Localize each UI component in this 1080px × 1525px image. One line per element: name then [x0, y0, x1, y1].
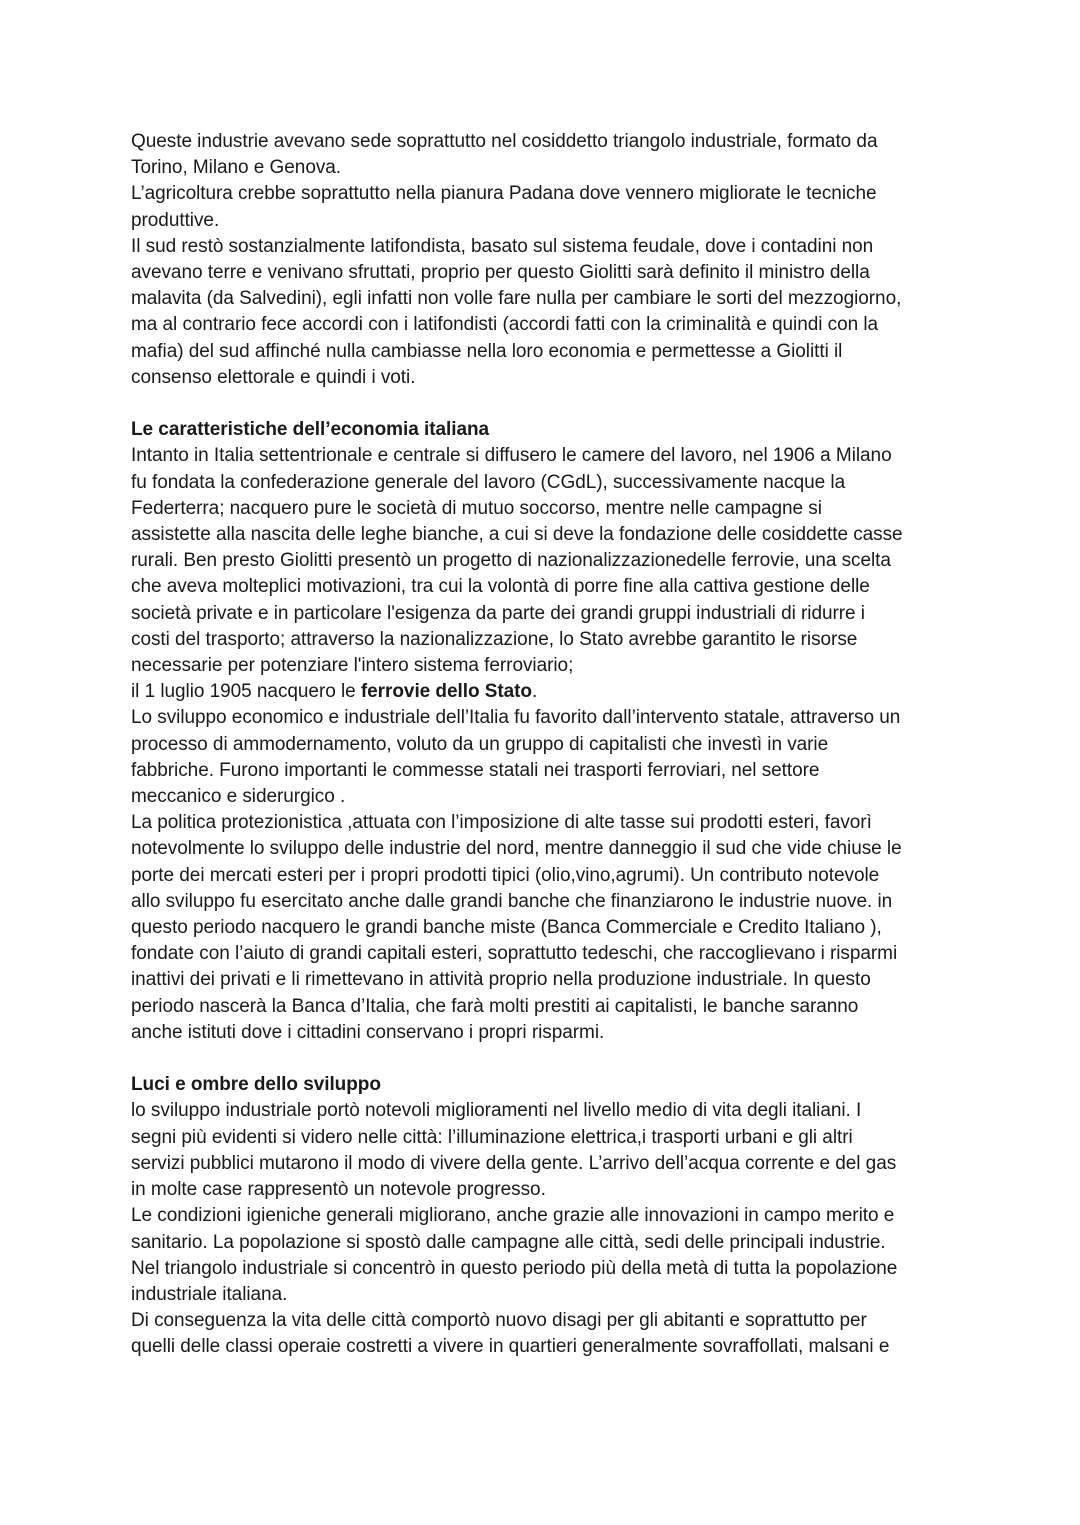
- ferrovie-bold: ferrovie dello Stato: [360, 681, 532, 703]
- text-line: Queste industrie avevano sede soprattutto nel cosiddetto triangolo industriale, formato da: [131, 131, 878, 152]
- text-line: Torino, Milano e Genova.: [131, 157, 342, 179]
- ferrovie-line: [131, 679, 961, 705]
- text-line: notevolmente lo sviluppo delle industrie del nord, mentre danneggio il sud che vide chiuse le: [131, 838, 902, 860]
- text-line: Federterra; nacquero pure le società di mutuo soccorso, mentre nelle campagne si: [131, 497, 822, 519]
- paragraph-spacer: [131, 391, 961, 417]
- text-line: anche istituti dove i cittadini conservano i propri risparmi.: [131, 1021, 605, 1043]
- text-line: assistette alla nascita delle leghe bianche, a cui si deve la fondazione delle cosiddette casse: [131, 524, 903, 546]
- text-line: avevano terre e venivano sfruttati, proprio per questo Giolitti sarà definito il ministro della: [131, 262, 870, 284]
- text-line: Lo sviluppo economico e industriale dell’Italia fu favorito dall’intervento statale, attraverso un: [131, 707, 901, 729]
- text-line: La politica protezionistica ,attuata con l’imposizione di alte tasse sui prodotti esteri, favorì: [131, 812, 872, 834]
- text-line: porte dei mercati esteri per i propri prodotti tipici (olio,vino,agrumi). Un contributo notevole: [131, 864, 880, 886]
- text-line: necessarie per potenziare l'intero sistema ferroviario;: [131, 655, 574, 677]
- text-line: in molte case rappresentò un notevole progresso.: [131, 1179, 546, 1201]
- section-sviluppo: [131, 1072, 961, 1360]
- text-line: servizi pubblici mutarono il modo di vivere della gente. L’arrivo dell’acqua corrente e del gas: [131, 1152, 897, 1174]
- text-line: Intanto in Italia settentrionale e centrale si diffusero le camere del lavoro, nel 1906 a Milano: [131, 445, 892, 467]
- section-economia: [131, 417, 961, 1046]
- text-line: Le condizioni igieniche generali migliorano, anche grazie alle innovazioni in campo merito e: [131, 1205, 895, 1227]
- section-heading: Luci e ombre dello sviluppo: [131, 1074, 381, 1096]
- text-line: Di conseguenza la vita delle città comportò nuovo disagi per gli abitanti e soprattutto per: [131, 1310, 867, 1332]
- text-line: fu fondata la confederazione generale del lavoro (CGdL), successivamente nacque la: [131, 471, 846, 493]
- text-line: fabbriche. Furono importanti le commesse statali nei trasporti ferroviari, nel settore: [131, 759, 820, 781]
- text-line: società private e in particolare l'esigenza da parte dei grandi gruppi industriali di ridurre i: [131, 602, 865, 624]
- text-line: lo sviluppo industriale portò notevoli miglioramenti nel livello medio di vita degli italiani. I: [131, 1100, 862, 1122]
- text-line: che aveva molteplici motivazioni, tra cui la volontà di porre fine alla cattiva gestione delle: [131, 576, 870, 598]
- ferrovie-suffix: .: [532, 681, 538, 703]
- text-line: L’agricoltura crebbe soprattutto nella pianura Padana dove vennero migliorate le tecniche: [131, 183, 877, 205]
- text-line: consenso elettorale e quindi i voti.: [131, 366, 416, 388]
- text-line: segni più evidenti si videro nelle città: l’illuminazione elettrica,i trasporti urbani e gli altri: [131, 1126, 853, 1148]
- text-line: processo di ammodernamento, voluto da un gruppo di capitalisti che investì in varie: [131, 733, 829, 755]
- text-line: allo sviluppo fu esercitato anche dalle grandi banche che finanziarono le industrie nuove. in: [131, 890, 893, 912]
- text-line: rurali. Ben presto Giolitti presentò un progetto di nazionalizzazionedelle ferrovie, una scelta: [131, 550, 891, 572]
- text-line: questo periodo nacquero le grandi banche miste (Banca Commerciale e Credito Italiano ),: [131, 917, 882, 939]
- text-line: meccanico e siderurgico .: [131, 786, 346, 808]
- text-line: malavita (da Salvedini), egli infatti non volle fare nulla per cambiare le sorti del mezzogiorno,: [131, 288, 902, 310]
- text-line: fondate con l’aiuto di grandi capitali esteri, soprattutto tedeschi, che raccoglievano i risparmi: [131, 943, 898, 965]
- text-line: ma al contrario fece accordi con i latifondisti (accordi fatti con la criminalità e quindi con la: [131, 314, 879, 336]
- paragraph-spacer: [131, 1046, 961, 1072]
- text-line: quelli delle classi operaie costretti a vivere in quartieri generalmente sovraffollati, malsani e: [131, 1336, 890, 1358]
- text-line: Nel triangolo industriale si concentrò in questo periodo più della metà di tutta la popolazione: [131, 1257, 898, 1279]
- text-line: mafia) del sud affinché nulla cambiasse nella loro economia e permettesse a Giolitti il: [131, 340, 843, 362]
- text-line: industriale italiana.: [131, 1283, 288, 1305]
- text-line: periodo nascerà la Banca d’Italia, che farà molti prestiti ai capitalisti, le banche saranno: [131, 995, 859, 1017]
- document-page: [131, 129, 961, 1361]
- section-intro: [131, 129, 961, 391]
- section-heading: Le caratteristiche dell’economia italiana: [131, 419, 490, 441]
- ferrovie-prefix: il 1 luglio 1905 nacquero le: [131, 681, 361, 703]
- text-line: Il sud restò sostanzialmente latifondista, basato sul sistema feudale, dove i contadini non: [131, 235, 874, 257]
- text-line: produttive.: [131, 209, 220, 231]
- text-line: inattivi dei privati e li rimettevano in attività proprio nella produzione industriale. In questo: [131, 969, 871, 991]
- text-line: costi del trasporto; attraverso la nazionalizzazione, lo Stato avrebbe garantito le risorse: [131, 628, 858, 650]
- text-line: sanitario. La popolazione si spostò dalle campagne alle città, sedi delle principali industrie.: [131, 1231, 886, 1253]
